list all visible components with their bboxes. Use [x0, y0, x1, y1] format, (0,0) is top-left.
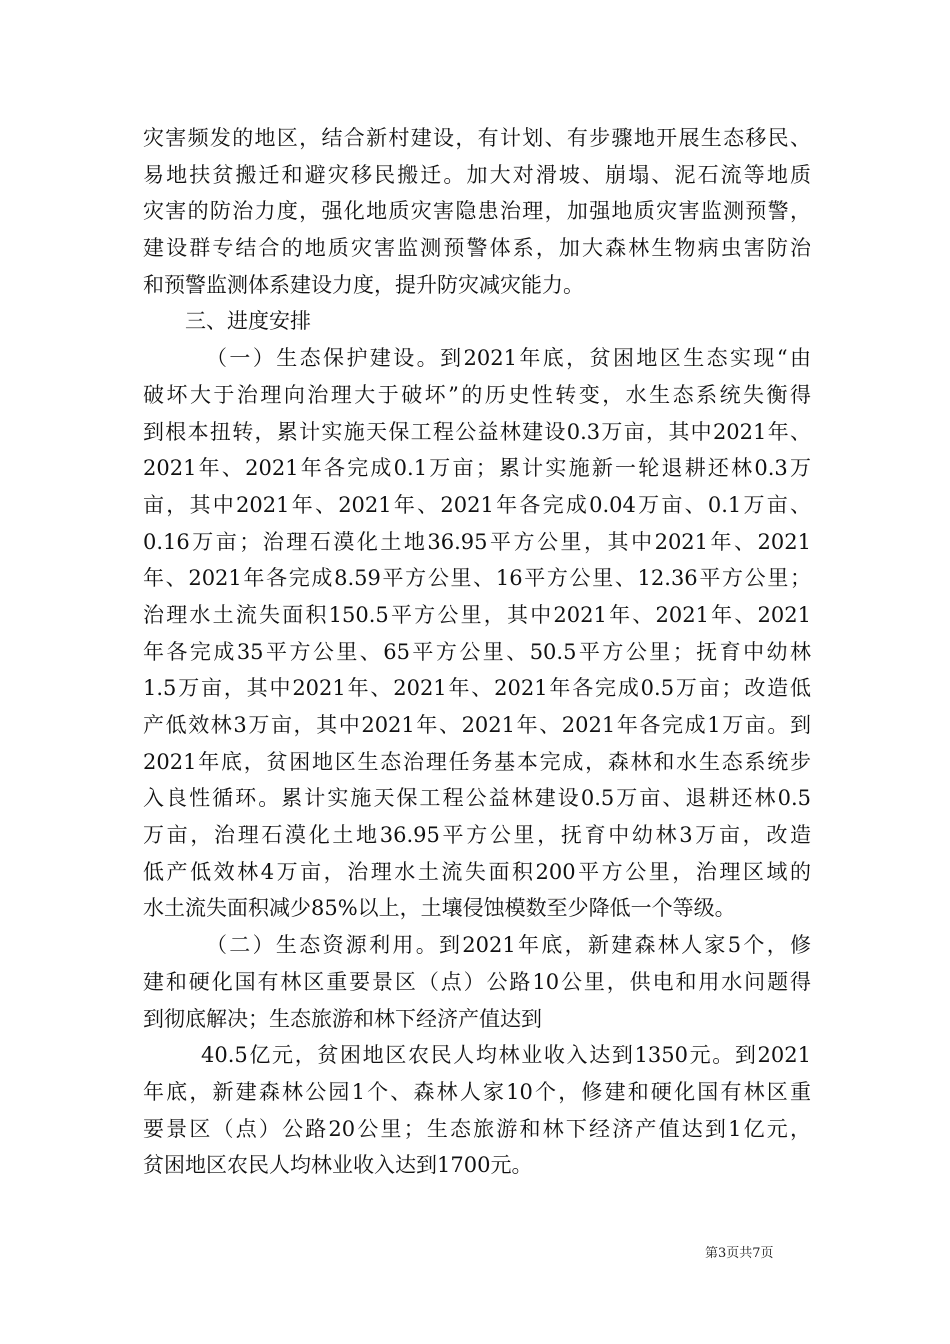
text-line: 万亩，治理石漠化土地36.95平方公里，抚育中幼林3万亩，改造: [143, 823, 811, 848]
page-number: 第3页共7页: [705, 1246, 774, 1261]
text-line: 建和硬化国有林区重要景区（点）公路10公里，供电和用水问题得: [143, 969, 811, 994]
text-line: 产低效林3万亩，其中2021年、2021年、2021年各完成1万亩。到: [143, 713, 811, 737]
text-line: 建设群专结合的地质灾害监测预警体系，加大森林生物病虫害防治: [143, 236, 811, 261]
text-line: 年底，新建森林公园1个、森林人家10个，修建和硬化国有林区重: [143, 1079, 811, 1104]
text-line: 灾害的防治力度，强化地质灾害隐患治理，加强地质灾害监测预警，: [143, 199, 811, 224]
section-heading: 三、进度安排: [185, 309, 311, 334]
text-line: 破坏大于治理向治理大于破坏”的历史性转变，水生态系统失衡得: [143, 382, 811, 407]
text-line: 2021年、2021年各完成0.1万亩；累计实施新一轮退耕还林0.3万: [143, 456, 811, 481]
text-line: 治理水土流失面积150.5平方公里，其中2021年、2021年、2021: [143, 602, 811, 627]
text-line: 年、2021年各完成8.59平方公里、16平方公里、12.36平方公里；: [143, 566, 811, 591]
text-line: 和预警监测体系建设力度，提升防灾减灾能力。: [143, 272, 584, 297]
subsection-heading-line: （二）生态资源利用。到2021年底，新建森林人家5个，修: [206, 933, 811, 958]
text-line: 40.5亿元，贫困地区农民人均林业收入达到1350元。到2021: [201, 1043, 811, 1068]
text-line: 低产低效林4万亩，治理水土流失面积200平方公里，治理区域的: [143, 859, 811, 884]
subsection-heading-line: （一）生态保护建设。到2021年底，贫困地区生态实现“由: [206, 346, 811, 371]
text-line: 到根本扭转，累计实施天保工程公益林建设0.3万亩，其中2021年、: [143, 419, 811, 444]
text-line: 2021年底，贫困地区生态治理任务基本完成，森林和水生态系统步: [143, 749, 811, 774]
text-line: 灾害频发的地区，结合新村建设，有计划、有步骤地开展生态移民、: [143, 126, 811, 150]
text-line: 1.5万亩，其中2021年、2021年、2021年各完成0.5万亩；改造低: [143, 676, 811, 701]
text-line: 水土流失面积减少85%以上，土壤侵蚀模数至少降低一个等级。: [143, 896, 736, 921]
document-body: [143, 120, 811, 1184]
text-line: 要景区（点）公路20公里；生态旅游和林下经济产值达到1亿元，: [143, 1116, 811, 1141]
text-line: 贫困地区农民人均林业收入达到1700元。: [143, 1153, 533, 1178]
text-line: 年各完成35平方公里、65平方公里、50.5平方公里；抚育中幼林: [143, 639, 811, 664]
text-line: 易地扶贫搬迁和避灾移民搬迁。加大对滑坡、崩塌、泥石流等地质: [143, 162, 811, 187]
text-line: 到彻底解决；生态旅游和林下经济产值达到: [143, 1006, 542, 1031]
text-line: 入良性循环。累计实施天保工程公益林建设0.5万亩、退耕还林0.5: [143, 786, 811, 811]
text-line: 0.16万亩；治理石漠化土地36.95平方公里，其中2021年、2021: [143, 529, 811, 554]
text-line: 亩，其中2021年、2021年、2021年各完成0.04万亩、0.1万亩、: [143, 492, 811, 517]
